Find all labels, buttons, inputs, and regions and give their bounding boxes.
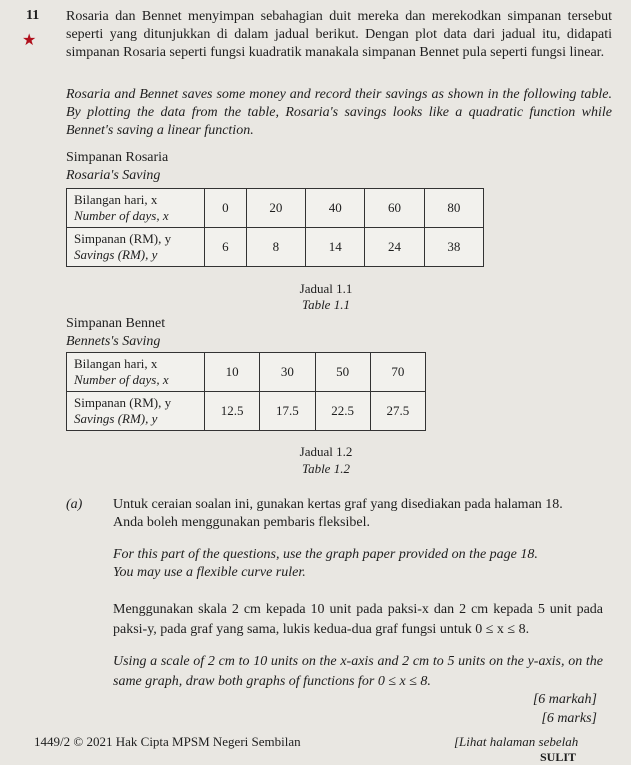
table-cell: 12.5 <box>205 392 260 431</box>
part-a-scale-ms: Menggunakan skala 2 cm kepada 10 unit pada paksi-x dan 2 cm kepada 5 unit pada paksi-y, pada graf yang sama, lukis kedua-dua graf fungsi untuk 0 ≤ x ≤ 8. <box>113 602 603 637</box>
part-a-text1-ms: Untuk ceraian soalan ini, gunakan kertas graf yang disediakan pada halaman 18. <box>113 497 563 512</box>
table-header-cell <box>67 189 205 228</box>
row-label-ms: Simpanan (RM), y <box>74 231 172 246</box>
table-cell: 80 <box>424 189 483 228</box>
bennet-table <box>66 352 426 431</box>
table-row <box>67 353 426 392</box>
row-label-en: Savings (RM), y <box>74 411 158 426</box>
part-a-scale-en: Using a scale of 2 cm to 10 units on the x-axis and 2 cm to 5 units on the y-axis, on the same graph, draw both graphs of functions for 0 ≤ x ≤ 8. <box>113 654 603 689</box>
table-cell: 50 <box>315 353 370 392</box>
table-cell: 22.5 <box>315 392 370 431</box>
table2-caption-en: Table 1.2 <box>302 461 350 476</box>
table-cell: 10 <box>205 353 260 392</box>
intro-malay <box>66 8 612 62</box>
star-icon: ★ <box>22 32 37 49</box>
marks-ms: [6 markah] <box>532 692 597 707</box>
part-a-label: (a) <box>66 497 83 512</box>
table-header-cell <box>67 392 205 431</box>
table-header-cell <box>67 353 205 392</box>
footer-copyright: 1449/2 © 2021 Hak Cipta MPSM Negeri Sembilan <box>34 734 301 749</box>
table-cell: 6 <box>205 228 247 267</box>
table-cell: 40 <box>306 189 365 228</box>
table-cell: 8 <box>246 228 305 267</box>
row-label-ms: Simpanan (RM), y <box>74 395 172 410</box>
table-header-cell <box>67 228 205 267</box>
part-a-text2-en: You may use a flexible curve ruler. <box>113 565 306 580</box>
table-cell: 38 <box>424 228 483 267</box>
table-cell: 70 <box>370 353 425 392</box>
table-cell: 24 <box>365 228 424 267</box>
footer-next-page: [Lihat halaman sebelah <box>454 734 579 749</box>
row-label-ms: Bilangan hari, x <box>74 192 158 207</box>
table2-caption-ms: Jadual 1.2 <box>299 444 353 459</box>
intro-english-text: Rosaria and Bennet saves some money and record their savings as shown in the following table. By plotting the data from the table, Rosaria's savings looks like a quadratic function while Bennet's saving a linear function. <box>66 87 612 138</box>
marks-en: [6 marks] <box>541 711 597 726</box>
row-label-en: Number of days, x <box>74 208 169 223</box>
table-cell: 60 <box>365 189 424 228</box>
table-cell: 20 <box>246 189 305 228</box>
table1-caption-en: Table 1.1 <box>302 297 350 312</box>
table-cell: 17.5 <box>260 392 315 431</box>
intro-malay-text: Rosaria dan Bennet menyimpan sebahagian duit mereka dan merekodkan simpanan tersebut seperti yang ditunjukkan di dalam jadual berikut. Dengan plot data dari jadual itu, didapati simpanan Rosaria seperti fungsi kuadratik manakala simpanan Bennet pula seperti fungsi linear. <box>66 9 612 60</box>
table1-caption-ms: Jadual 1.1 <box>299 281 353 296</box>
question-number: 11 <box>26 8 40 23</box>
table2-title-ms: Simpanan Bennet <box>66 316 166 331</box>
table-cell: 14 <box>306 228 365 267</box>
table-row <box>67 189 484 228</box>
table-cell: 30 <box>260 353 315 392</box>
table-row <box>67 228 484 267</box>
row-label-ms: Bilangan hari, x <box>74 356 158 371</box>
part-a-text2-ms: Anda boleh menggunakan pembaris fleksibel. <box>113 515 370 530</box>
table1-title-ms: Simpanan Rosaria <box>66 150 169 165</box>
intro-english <box>66 86 612 140</box>
row-label-en: Savings (RM), y <box>74 247 158 262</box>
table-cell: 27.5 <box>370 392 425 431</box>
table-cell: 0 <box>205 189 247 228</box>
rosaria-table <box>66 188 484 267</box>
table2-title-en: Bennets's Saving <box>66 334 161 349</box>
row-label-en: Number of days, x <box>74 372 169 387</box>
part-a-text1-en: For this part of the questions, use the graph paper provided on the page 18. <box>113 547 538 562</box>
table-row <box>67 392 426 431</box>
table1-title-en: Rosaria's Saving <box>66 168 161 183</box>
footer-sulit: SULIT <box>540 750 577 764</box>
